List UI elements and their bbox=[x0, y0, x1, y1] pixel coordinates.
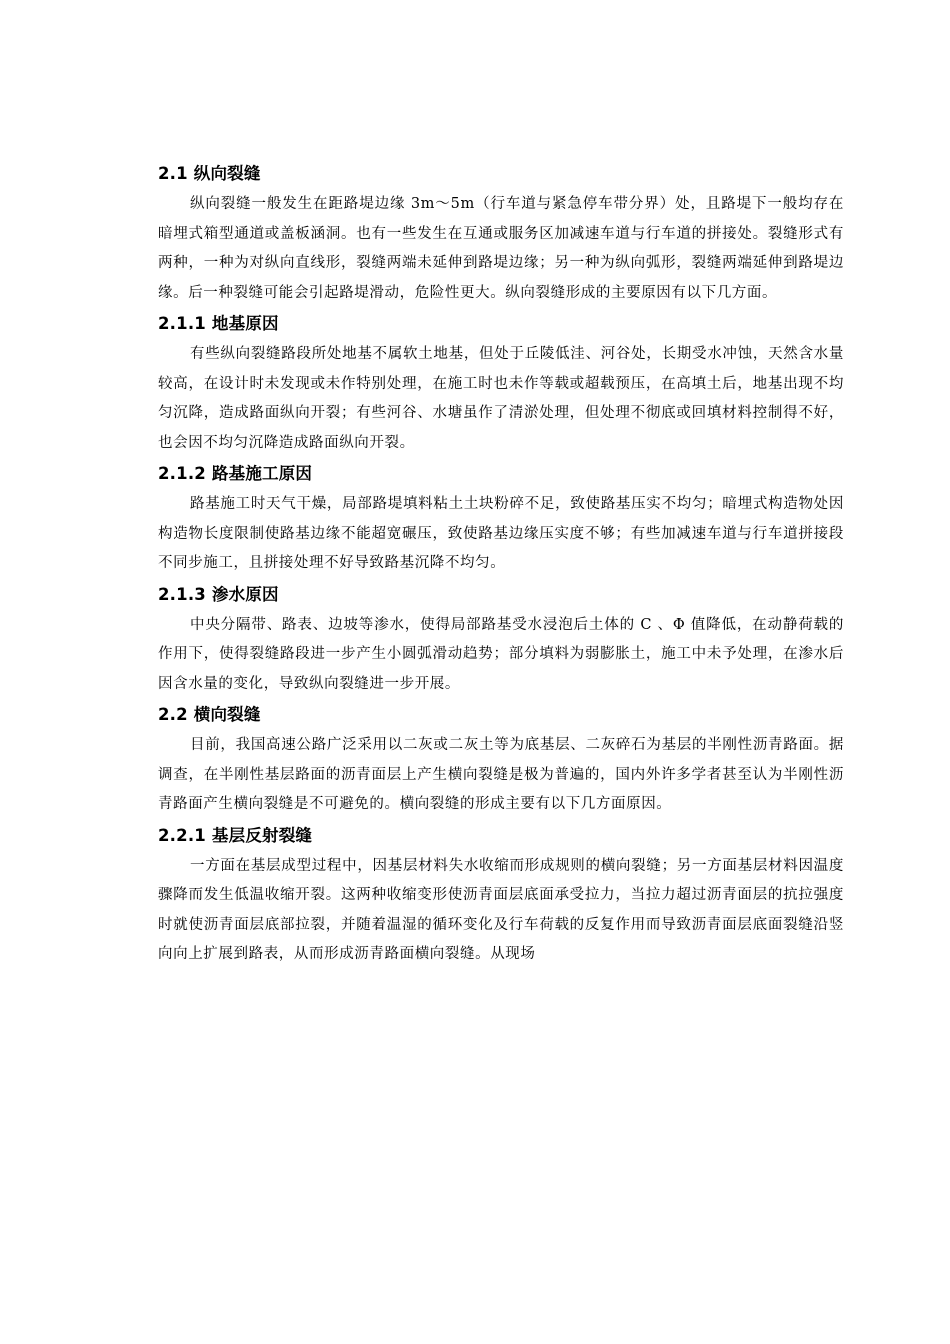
section-heading: 2.1.1 地基原因 bbox=[158, 314, 279, 333]
document-page bbox=[158, 158, 844, 970]
section-seepage-causes bbox=[158, 579, 844, 700]
section-longitudinal-cracks bbox=[158, 158, 844, 308]
section-base-reflection-cracks bbox=[158, 820, 844, 970]
section-paragraph: 中央分隔带、路表、边坡等渗水，使得局部路基受水浸泡后土体的 C 、Φ 值降低，在动静荷载的作用下，使得裂缝路段进一步产生小圆弧滑动趋势；部分填料为弱膨胀土，施工中未予处理，在渗水后因含水量的变化，导致纵向裂缝进一步开展。 bbox=[158, 616, 844, 692]
section-heading: 2.2.1 基层反射裂缝 bbox=[158, 825, 313, 845]
section-heading: 2.2 横向裂缝 bbox=[158, 705, 261, 724]
section-paragraph: 一方面在基层成型过程中，因基层材料失水收缩而形成规则的横向裂缝；另一方面基层材料因温度骤降而发生低温收缩开裂。这两种收缩变形使沥青面层底面承受拉力，当拉力超过沥青面层的抗拉强度时就使沥青面层底部拉裂，并随着温湿的循环变化及行车荷载的反复作用而导致沥青面层底面裂缝沿竖向向上扩展到路表，从而形成沥青路面横向裂缝。从现场 bbox=[158, 857, 844, 962]
section-subgrade-construction-causes bbox=[158, 458, 844, 579]
section-paragraph: 纵向裂缝一般发生在距路堤边缘 3m～5m（行车道与紧急停车带分界）处，且路堤下一般均存在暗埋式箱型通道或盖板涵洞。也有一些发生在互通或服务区加减速车道与行车道的拼接处。裂缝形式有两种，一种为对纵向直线形，裂缝两端未延伸到路堤边缘；另一种为纵向弧形，裂缝两端延伸到路堤边缘。后一种裂缝可能会引起路堤滑动，危险性更大。纵向裂缝形成的主要原因有以下几方面。 bbox=[158, 196, 844, 301]
section-foundation-causes bbox=[158, 308, 844, 458]
section-heading: 2.1.3 渗水原因 bbox=[158, 584, 279, 604]
section-paragraph: 有些纵向裂缝路段所处地基不属软土地基，但处于丘陵低洼、河谷处，长期受水冲蚀，天然含水量较高，在设计时未发现或未作特别处理，在施工时也未作等载或超载预压，在高填土后，地基出现不均匀沉降，造成路面纵向开裂；有些河谷、水塘虽作了清淤处理，但处理不彻底或回填材料控制得不好，也会因不均匀沉降造成路面纵向开裂。 bbox=[158, 346, 844, 451]
section-heading: 2.1.2 路基施工原因 bbox=[158, 464, 313, 483]
section-transverse-cracks bbox=[158, 699, 844, 820]
section-paragraph: 路基施工时天气干燥，局部路堤填料粘土土块粉碎不足，致使路基压实不均匀；暗埋式构造物处因构造物长度限制使路基边缘不能超宽碾压，致使路基边缘压实度不够；有些加减速车道与行车道拼接段不同步施工，且拼接处理不好导致路基沉降不均匀。 bbox=[158, 496, 844, 571]
section-paragraph: 目前，我国高速公路广泛采用以二灰或二灰土等为底基层、二灰碎石为基层的半刚性沥青路面。据调查，在半刚性基层路面的沥青面层上产生横向裂缝是极为普遍的，国内外许多学者甚至认为半刚性沥青路面产生横向裂缝是不可避免的。横向裂缝的形成主要有以下几方面原因。 bbox=[158, 737, 844, 812]
section-heading: 2.1 纵向裂缝 bbox=[158, 164, 261, 183]
